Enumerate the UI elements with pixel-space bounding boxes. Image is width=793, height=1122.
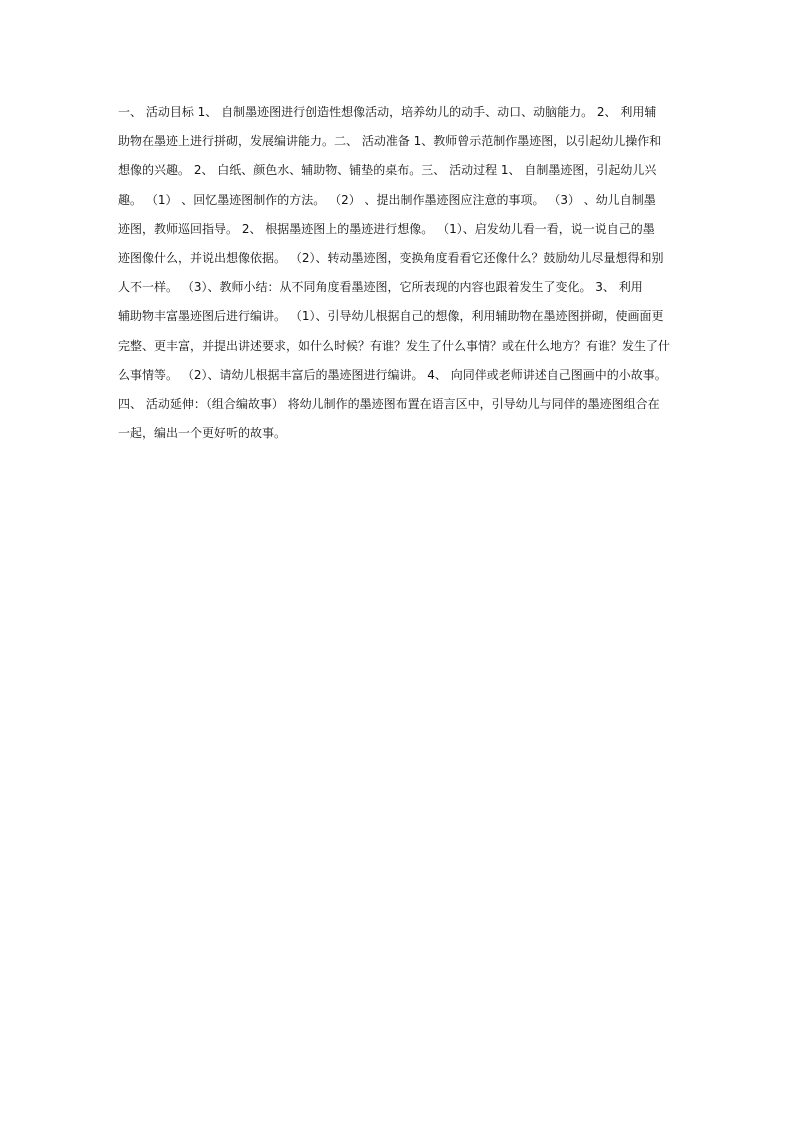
text-line: 辅助物丰富墨迹图后进行编讲。 （1）、引导幼儿根据自己的想像，利用辅助物在墨迹图拼砌，使画面更 [118, 309, 664, 324]
document-body [118, 98, 678, 448]
text-line: 迹图像什么，并说出想像依据。 （2）、转动墨迹图，变换角度看看它还像什么？鼓励幼儿尽量想得和别 [118, 250, 664, 265]
text-line: 一起，编出一个更好听的故事。 [118, 426, 287, 441]
text-line: 么事情等。 （2）、请幼儿根据丰富后的墨迹图进行编讲。 4、 向同伴或老师讲述自己图画中的小故事。 [118, 367, 667, 382]
text-line: 想像的兴趣。 2、 白纸、颜色水、辅助物、铺垫的桌布。三、 活动过程 1、 自制墨迹图，引起幼儿兴 [118, 163, 657, 178]
text-line: 一、 活动目标 1、 自制墨迹图进行创造性想像活动，培养幼儿的动手、动口、动脑能力。 2、 利用辅 [118, 105, 657, 119]
text-line: 迹图，教师巡回指导。 2、 根据墨迹图上的墨迹进行想像。 （1）、启发幼儿看一看，说一说自己的墨 [118, 221, 655, 236]
text-line: 助物在墨迹上进行拼砌，发展编讲能力。二、 活动准备 1、教师曾示范制作墨迹图，以引起幼儿操作和 [118, 134, 662, 149]
text-line: 人不一样。 （3）、教师小结：从不同角度看墨迹图，它所表现的内容也跟着发生了变化。 3、 利用 [118, 280, 643, 295]
text-line: 完整、更丰富，并提出讲述要求，如什么时候？有谁？发生了什么事情？或在什么地方？有谁？发生了什 [118, 338, 671, 353]
text-line: 四、 活动延伸：（组合编故事） 将幼儿制作的墨迹图布置在语言区中，引导幼儿与同伴的墨迹图组合在 [118, 396, 660, 411]
text-line: 趣。 （1） 、回忆墨迹图制作的方法。 （2） 、提出制作墨迹图应注意的事项。 （3） 、幼儿自制墨 [118, 192, 656, 207]
